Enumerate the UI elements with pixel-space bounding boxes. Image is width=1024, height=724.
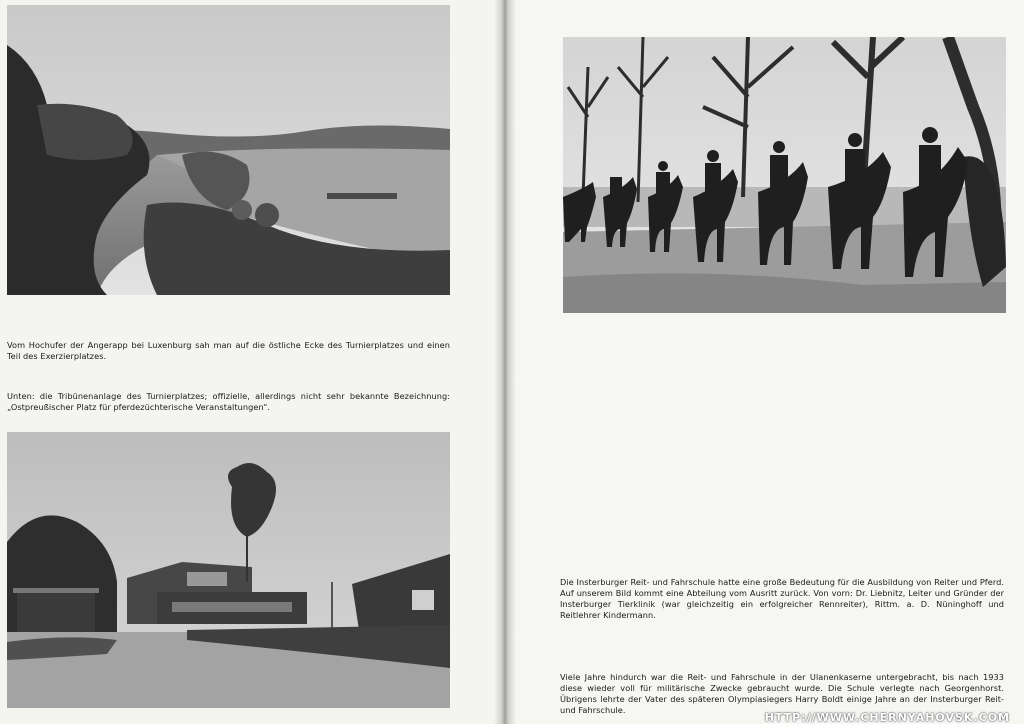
photo-river-landscape — [7, 5, 450, 295]
photo-riders — [563, 37, 1006, 313]
caption-barracks: Viele Jahre hindurch war die Reit- und Fahrschule in der Ulanenkaserne untergebracht, bis nach 1933 diese wieder voll für militärische Zwecke gebraucht wurde. Die Schule verlegte nach Georgenhorst. Übrigens lehrte der Vater des späteren Olympiasiegers Harry Boldt einige Jahre an der Insterburger Reit- und Fahrschule. — [560, 672, 1004, 715]
watermark-url: HTTP://WWW.CHERNYAHOVSK.COM — [764, 711, 1010, 724]
photo-grandstand — [7, 432, 450, 708]
book-gutter — [494, 0, 516, 724]
caption-river-view: Vom Hochufer der Angerapp bei Luxenburg sah man auf die östliche Ecke des Turnierplatzes und einen Teil des Exerzierplatzes. — [7, 340, 450, 361]
caption-riding-school: Die Insterburger Reit- und Fahrschule hatte eine große Bedeutung für die Ausbildung von Reiter und Pferd. Auf unserem Bild kommt eine Abteilung vom Ausritt zurück. Von vorn: Dr. Liebnitz, Leiter und Gründer der Insterburger Tierklinik (war gleichzeitig ein erfolgreicher Rennreiter), Rittm. a. D. Nüninghoff und Reitlehrer Kindermann. — [560, 577, 1004, 620]
caption-grandstand: Unten: die Tribünenanlage des Turnierplatzes; offizielle, allerdings nicht sehr bekannte Bezeichnung: „Ostpreußischer Platz für pferdezüchterische Veranstaltungen“. — [7, 391, 450, 412]
